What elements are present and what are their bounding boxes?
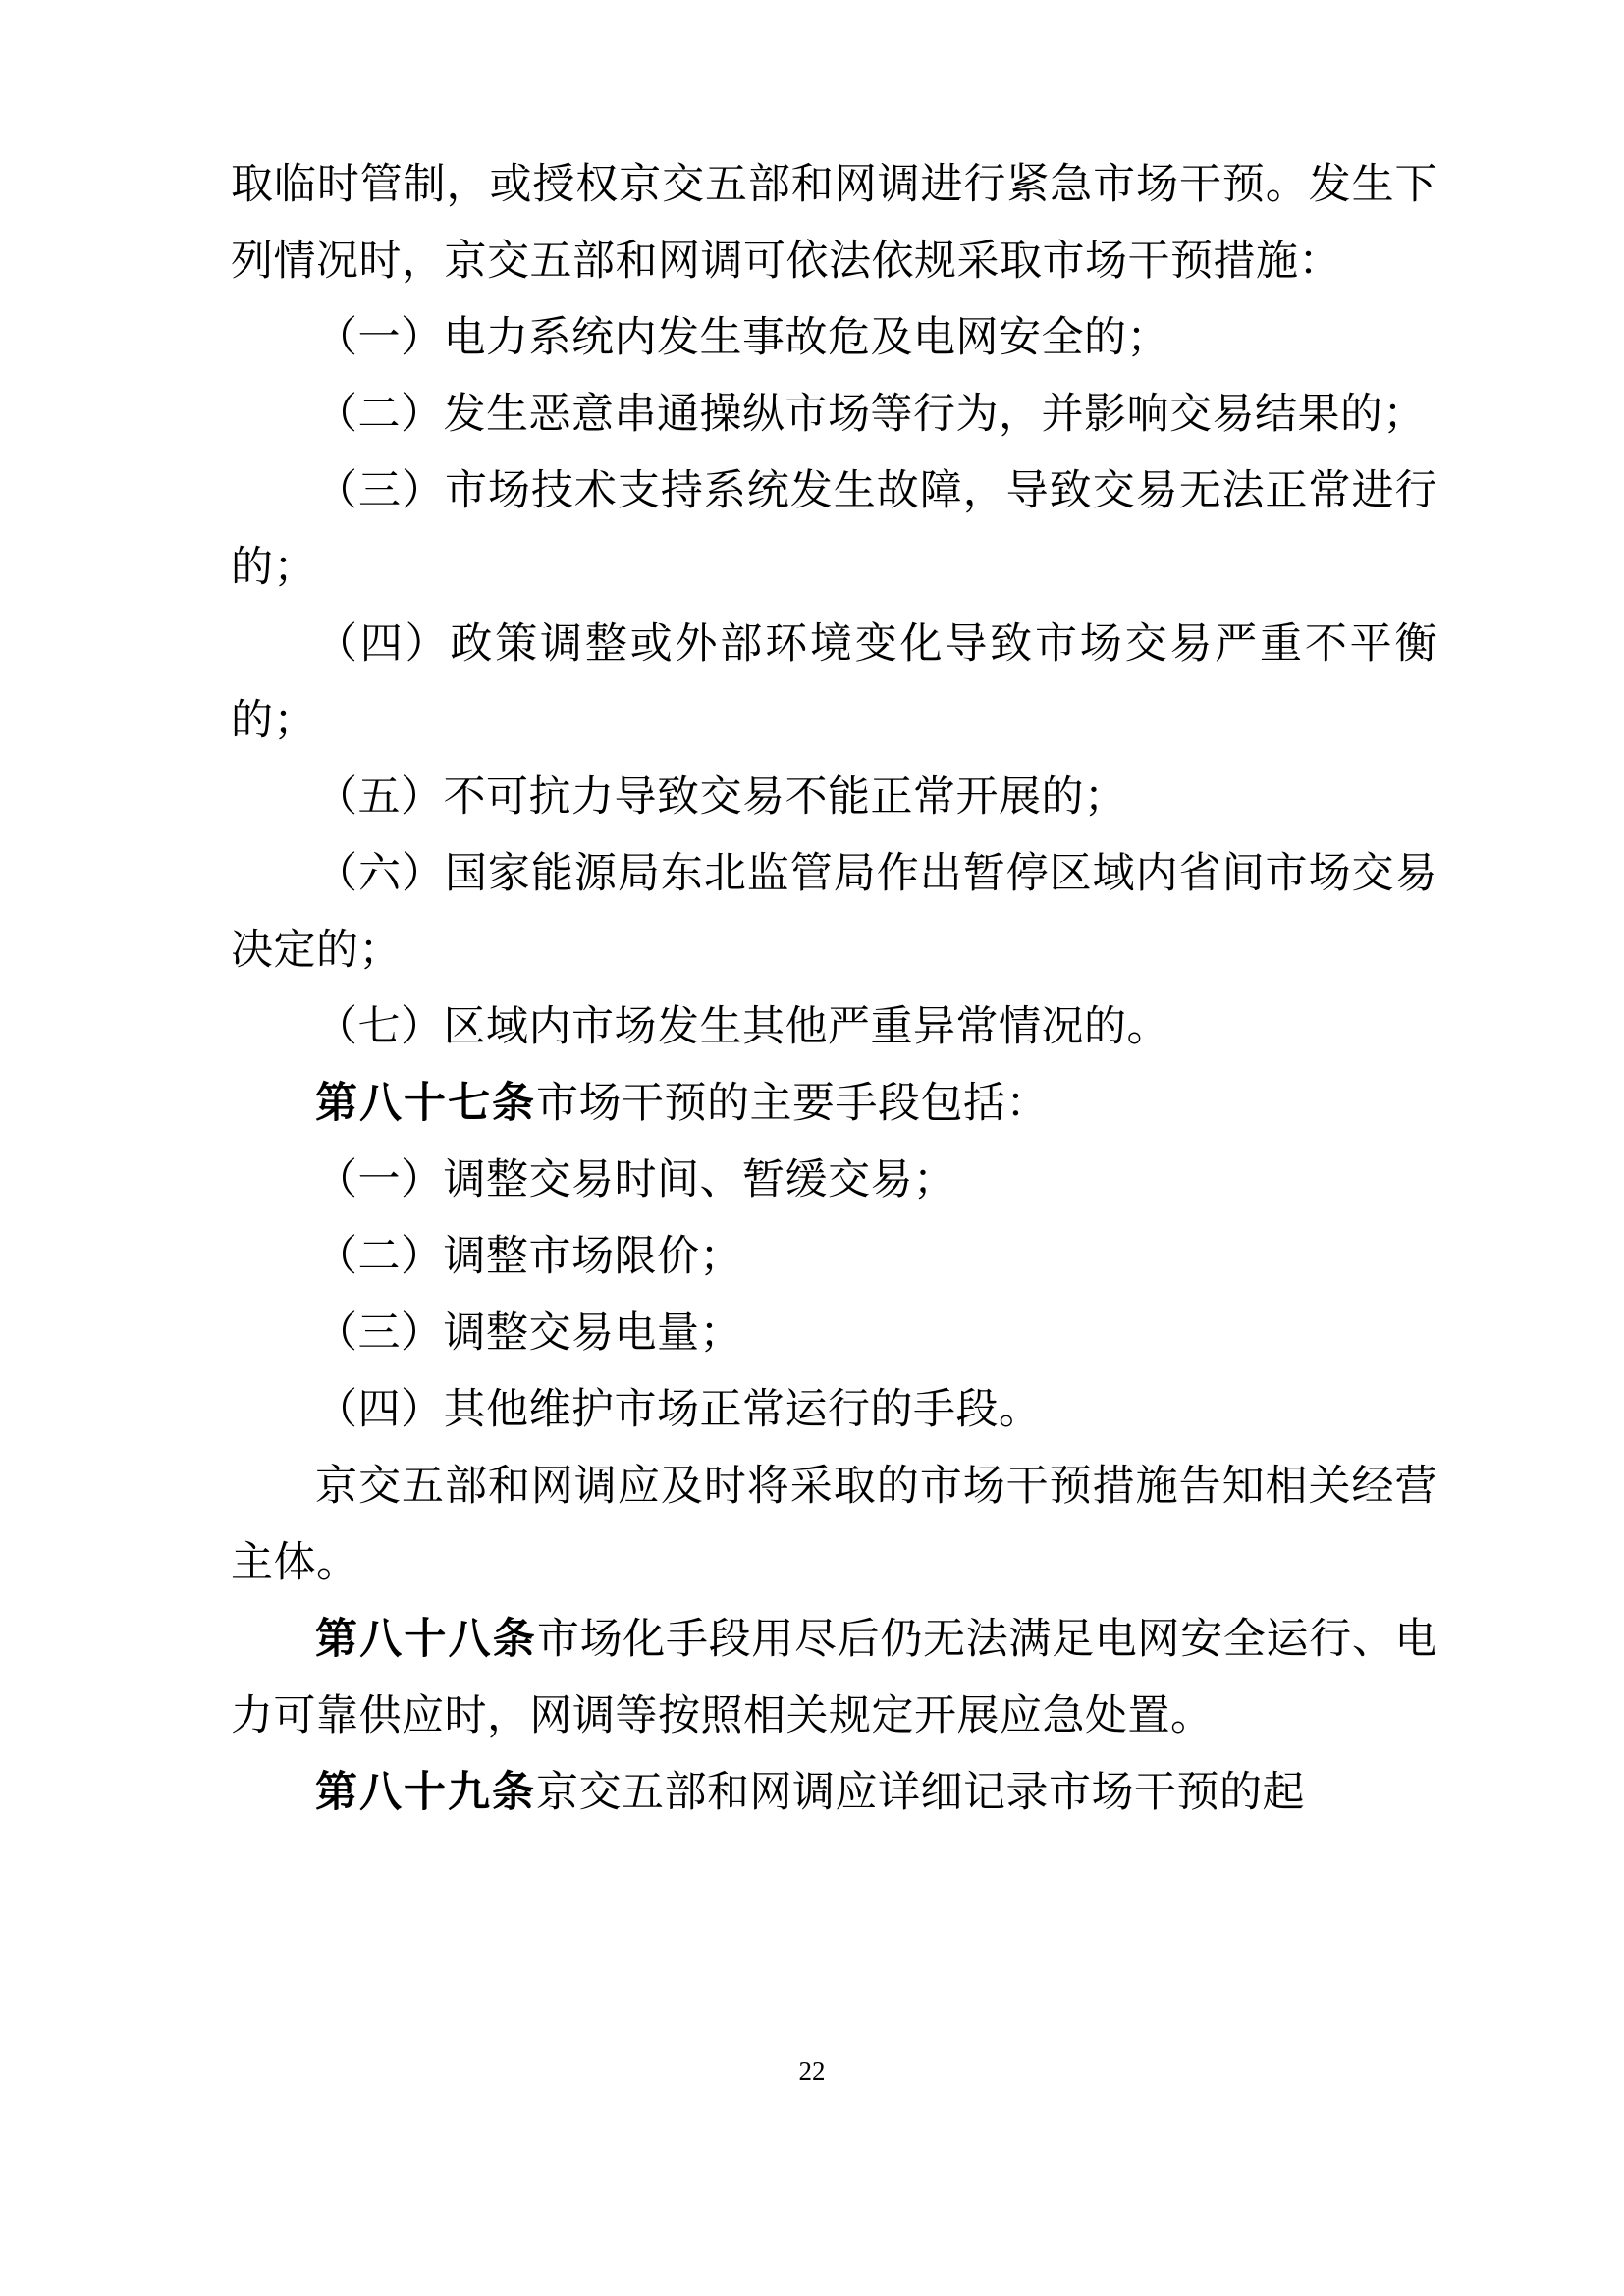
article-87	[231, 1066, 1437, 1143]
article-87-item-4: （四）其他维护市场正常运行的手段。	[315, 1387, 1042, 1433]
list-item-7: （七）区域内市场发生其他严重异常情况的。	[315, 1004, 1169, 1050]
article-87-label: 第八十七条	[315, 1081, 536, 1127]
list-item-2: （二）发生恶意串通操纵市场等行为，并影响交易结果的；	[315, 392, 1426, 438]
article-87-item-3: （三）调整交易电量；	[315, 1310, 742, 1357]
article-89	[231, 1755, 1437, 1832]
list-item-1: （一）电力系统内发生事故危及电网安全的；	[315, 315, 1169, 361]
article-88-label: 第八十八条	[315, 1617, 537, 1663]
article-87-item-1: （一）调整交易时间、暂缓交易；	[315, 1157, 956, 1203]
article-88-text: 市场化手段用尽后仍无法满足电网安全运行、电力可靠供应时，网调等按照相关规定开展应急处置。	[231, 1617, 1438, 1739]
paragraph-notify: 京交五部和网调应及时将采取的市场干预措施告知相关经营主体。	[231, 1464, 1437, 1586]
article-87-item-2: （二）调整市场限价；	[315, 1234, 742, 1280]
list-item-4: （四）政策调整或外部环境变化导致市场交易严重不平衡的；	[231, 621, 1437, 744]
page-number: 22	[798, 2056, 826, 2086]
list-item-6: （六）国家能源局东北监管局作出暂停区域内省间市场交易决定的；	[231, 851, 1437, 974]
article-89-label: 第八十九条	[315, 1770, 536, 1816]
list-item-5: （五）不可抗力导致交易不能正常开展的；	[315, 774, 1127, 821]
article-88	[231, 1602, 1437, 1755]
article-87-text: 市场干预的主要手段包括：	[536, 1081, 1049, 1127]
document-body	[231, 147, 1437, 1832]
paragraph-continuation: 取临时管制，或授权京交五部和网调进行紧急市场干预。发生下列情况时，京交五部和网调可依法依规采取市场干预措施：	[231, 162, 1437, 285]
list-item-3: （三）市场技术支持系统发生故障，导致交易无法正常进行的；	[231, 468, 1437, 591]
article-89-text: 京交五部和网调应详细记录市场干预的起	[536, 1770, 1305, 1816]
